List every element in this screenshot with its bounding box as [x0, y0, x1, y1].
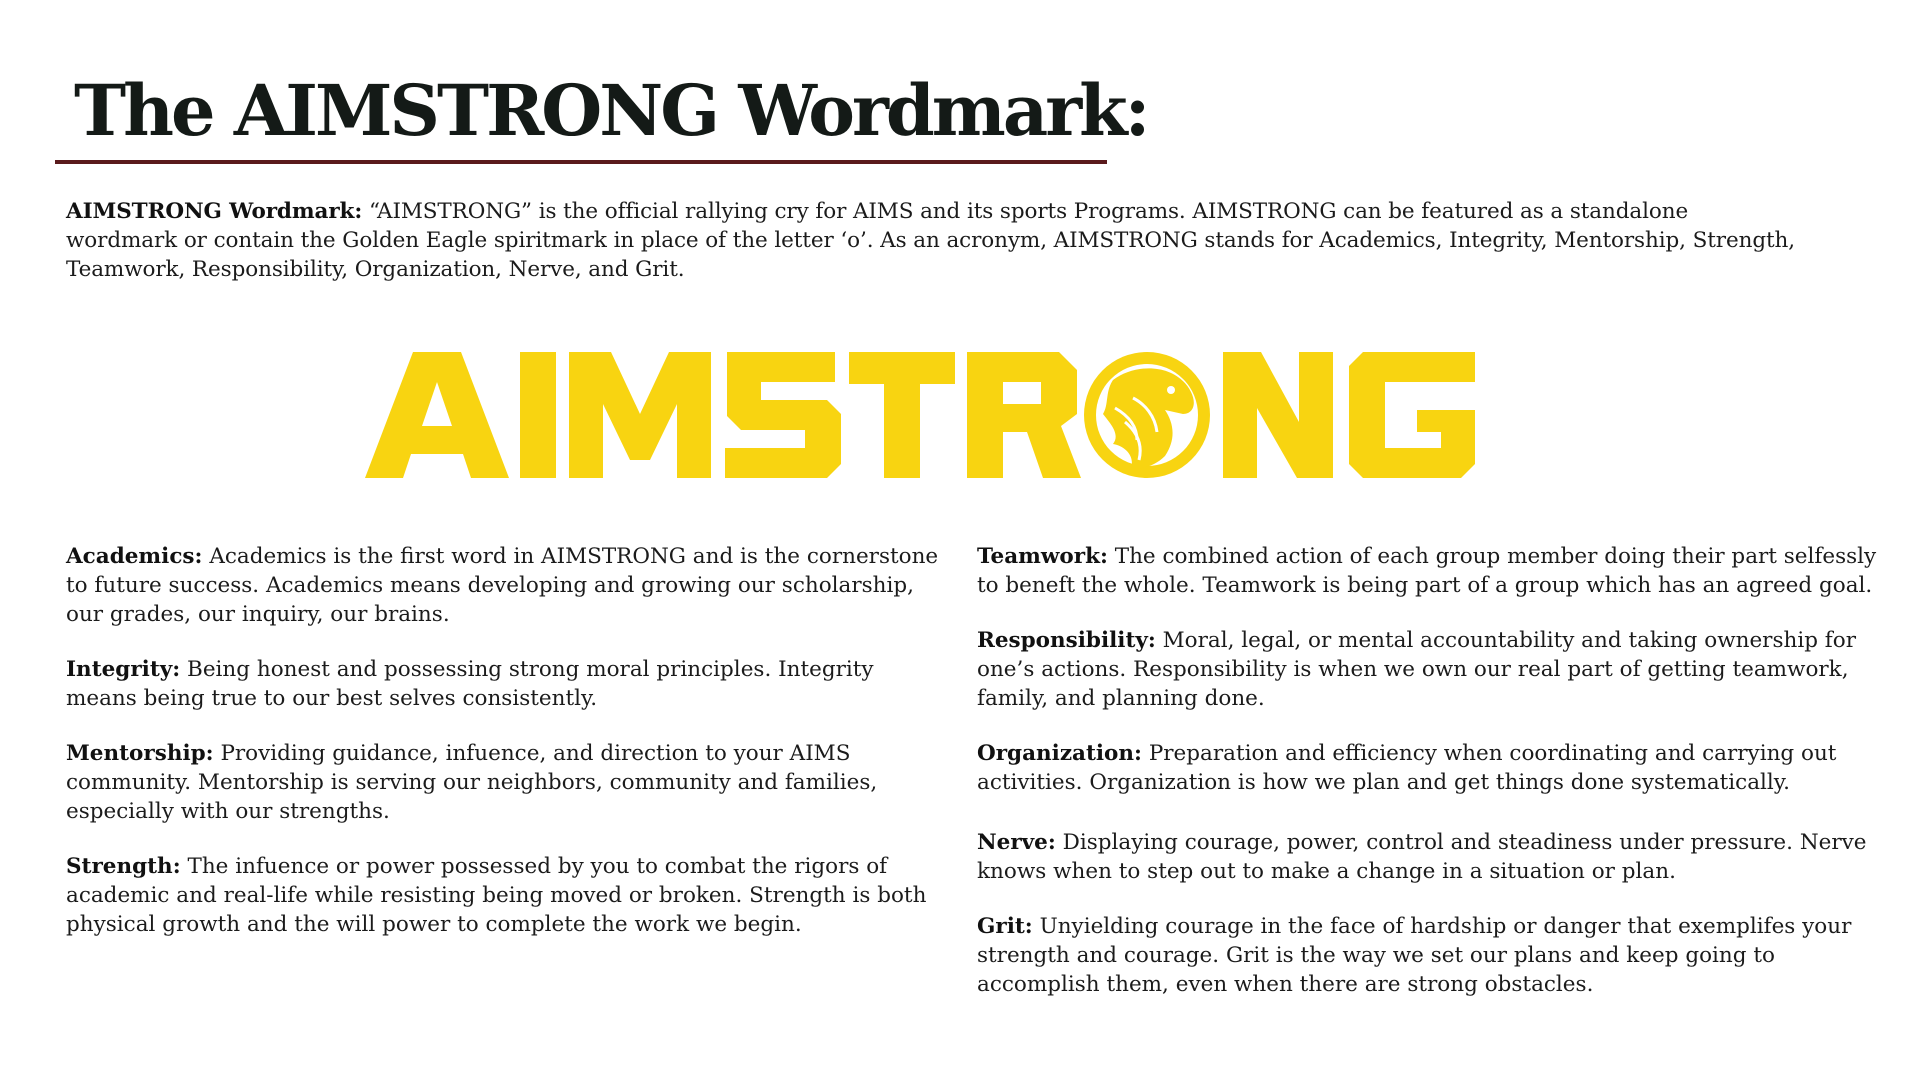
value-description: The infuence or power possessed by you to combat the rigors of academic and real-life while resisting being moved or broken. Strength is both physical growth and the will power to complete the work we begin.	[66, 854, 927, 937]
value-academics	[66, 542, 946, 629]
title-underline	[55, 160, 1107, 164]
value-strength	[66, 852, 946, 939]
values-right-column	[977, 542, 1877, 1025]
value-description: The combined action of each group member doing their part selfessly to beneft the whole. Teamwork is being part of a group which has an agreed goal.	[977, 544, 1877, 598]
value-term: Organization:	[977, 741, 1142, 766]
page-title: The AIMSTRONG Wordmark:	[74, 69, 1148, 152]
value-integrity	[66, 655, 946, 713]
value-term: Academics:	[66, 544, 203, 569]
value-term: Strength:	[66, 854, 181, 879]
value-term: Nerve:	[977, 830, 1056, 855]
intro-term: AIMSTRONG Wordmark:	[66, 199, 363, 224]
wordmark-letters-right	[1223, 352, 1475, 478]
value-description: Being honest and possessing strong moral principles. Integrity means being true to our best selves consistently.	[66, 657, 874, 711]
value-term: Teamwork:	[977, 544, 1108, 569]
value-grit	[977, 912, 1877, 999]
golden-eagle-spiritmark-icon	[1084, 352, 1210, 478]
wordmark-letters-left	[365, 352, 1081, 478]
value-nerve	[977, 828, 1877, 886]
aimstrong-wordmark-logo	[365, 352, 1550, 478]
value-term: Responsibility:	[977, 628, 1156, 653]
value-term: Integrity:	[66, 657, 181, 682]
value-teamwork	[977, 542, 1877, 600]
value-description: Providing guidance, infuence, and direction to your AIMS community. Mentorship is serving our neighbors, community and families, especially with our strengths.	[66, 741, 878, 824]
value-term: Grit:	[977, 914, 1033, 939]
values-left-column	[66, 542, 946, 965]
value-mentorship	[66, 739, 946, 826]
value-description: Moral, legal, or mental accountability and taking ownership for one’s actions. Responsibility is when we own our real part of getting teamwork, family, and planning done.	[977, 628, 1856, 711]
intro-paragraph	[66, 197, 1796, 284]
value-description: Unyielding courage in the face of hardship or danger that exemplifes your strength and courage. Grit is the way we set our plans and keep going to accomplish them, even when there are strong obstacles.	[977, 914, 1852, 997]
intro-text: “AIMSTRONG” is the official rallying cry for AIMS and its sports Programs. AIMSTRONG can be featured as a standalone wordmark or contain the Golden Eagle spiritmark in place of the letter ‘o’. As an acronym, AIMSTRONG stands for Academics, Integrity, Mentorship, Strength, Teamwork, Responsibility, Organization, Nerve, and Grit.	[66, 199, 1796, 282]
value-responsibility	[977, 626, 1877, 713]
value-description: Displaying courage, power, control and steadiness under pressure. Nerve knows when to step out to make a change in a situation or plan.	[977, 830, 1867, 884]
value-description: Academics is the first word in AIMSTRONG and is the cornerstone to future success. Academics means developing and growing our scholarship, our grades, our inquiry, our brains.	[66, 544, 939, 627]
value-description: Preparation and efficiency when coordinating and carrying out activities. Organization is how we plan and get things done systematically.	[977, 741, 1837, 795]
value-organization	[977, 739, 1877, 797]
value-term: Mentorship:	[66, 741, 214, 766]
